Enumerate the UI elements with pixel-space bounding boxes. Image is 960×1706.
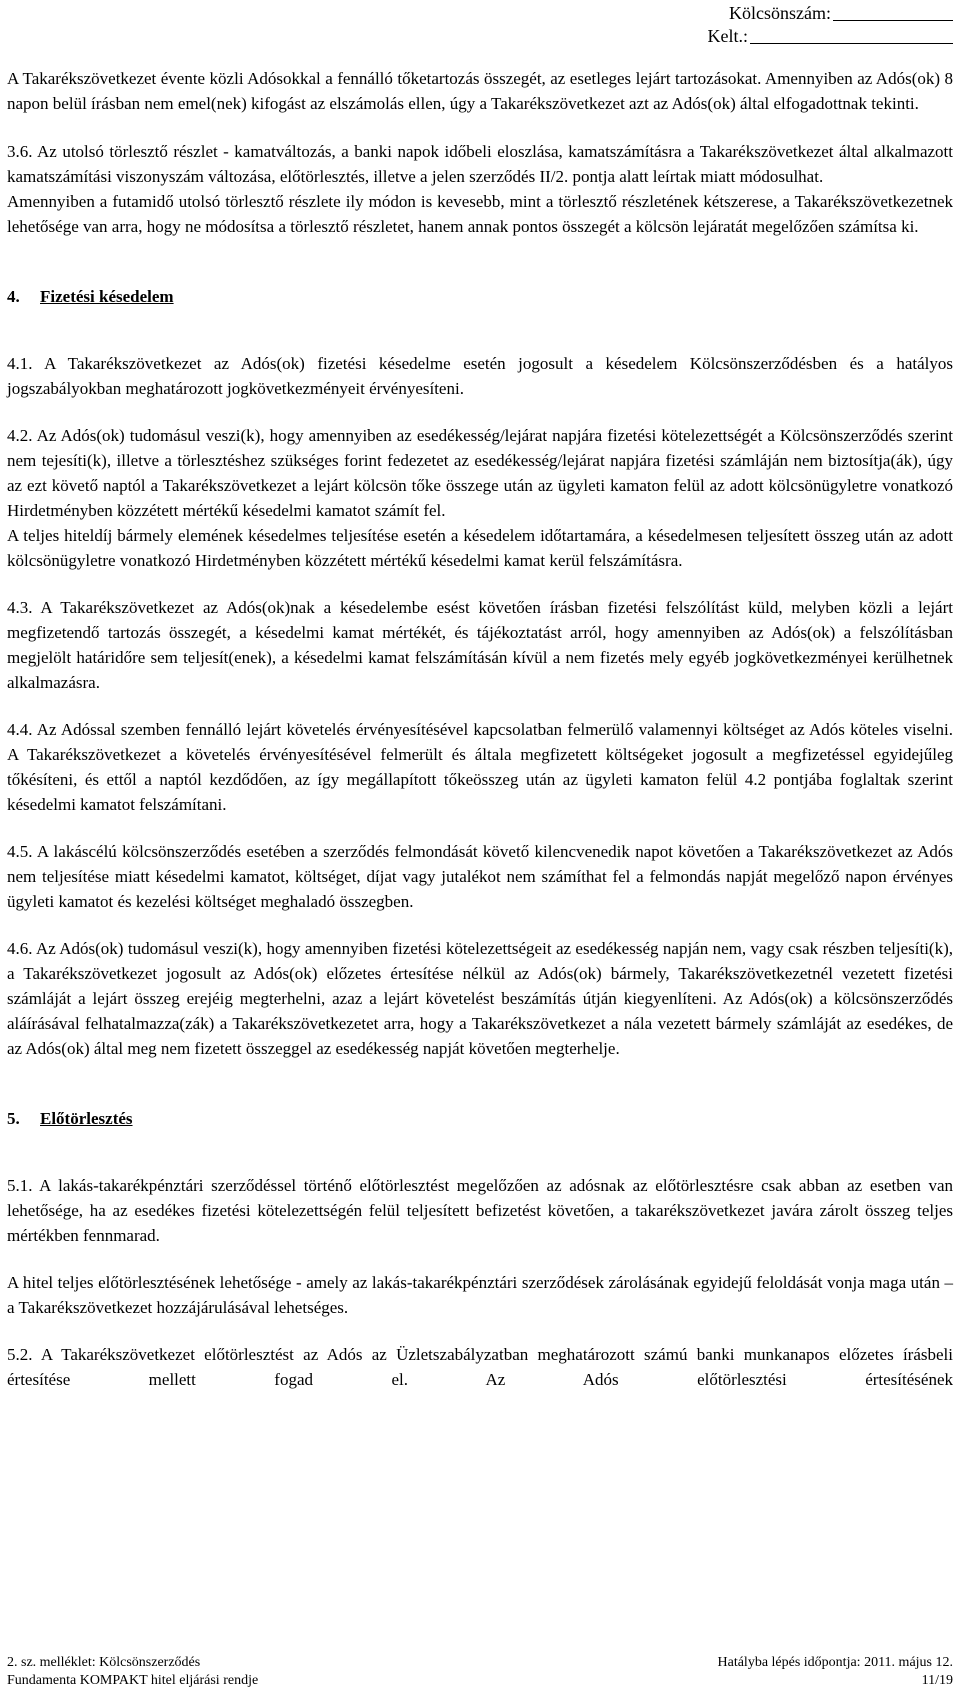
section-heading-5 bbox=[7, 1106, 953, 1131]
paragraph-4-2b: A teljes hiteldíj bármely elemének késedelmes teljesítése esetén a késedelem időtartamára, a késedelmesen teljesített összeg után az adott kölcsönügyletre vonatkozó Hirdetményben közzétett mértékű késedelmi kamat kerül felszámításra. bbox=[7, 526, 953, 570]
paragraph-5-1b: A hitel teljes előtörlesztésének lehetősége - amely az lakás-takarékpénztári szerződések zárolásának egyidejű feloldását vonja maga után – a Takarékszövetkezet hozzájárulásával lehetséges. bbox=[7, 1273, 953, 1317]
footer-effective-date: Hatályba lépés időpontja: 2011. május 12. bbox=[717, 1655, 953, 1670]
paragraph-3-6a: 3.6. Az utolsó törlesztő részlet - kamatváltozás, a banki napok időbeli eloszlása, kamatszámításra a Takarékszövetkezet által alkalmazott kamatszámítási viszonyszám változása, előtörlesztés, illetve a jelen szerződés II/2. pontja alatt leírtak miatt módosulhat. bbox=[7, 142, 953, 186]
document-header bbox=[708, 2, 954, 48]
date-blank bbox=[750, 25, 953, 44]
section-number: 5. bbox=[7, 1109, 20, 1128]
section-heading-4 bbox=[7, 284, 953, 309]
paragraph-5-2: 5.2. A Takarékszövetkezet előtörlesztést az Adós az Üzletszabályzatban meghatározott számú banki munkanapos előzetes írásbeli értesítése mellett fogad el. Az Adós előtörlesztési értesítésének bbox=[7, 1345, 953, 1389]
paragraph-intro: A Takarékszövetkezet évente közli Adósokkal a fennálló tőketartozás összegét, az esetleges lejárt tartozásokat. Amennyiben az Adós(ok) 8 napon belül írásban nem emel(nek) kifogást az elszámolás ellen, úgy a Takarékszövetkezet azt az Adós(ok) által elfogadottnak tekinti. bbox=[7, 69, 953, 113]
footer-page-number: 11/19 bbox=[921, 1673, 953, 1688]
loan-number-blank bbox=[833, 2, 953, 21]
paragraph-4-6: 4.6. Az Adós(ok) tudomásul veszi(k), hogy amennyiben fizetési kötelezettségeit az esedékesség napján nem, vagy csak részben teljesíti(k), a Takarékszövetkezet jogosult az Adós(ok) előzetes értesítése nélkül az Adós(ok) bármely, Takarékszövetkezetnél vezetett fizetési számláját a lejárt összeg erejéig megterhelni, azaz a lejárt követelést beszámítás útján kiegyenlíteni. Az Adós(ok) a kölcsönszerződés aláírásával felhatalmazza(zák) a Takarékszövetkezetet arra, hogy a Takarékszövetkezet a nála vezetett bármely számláját az esedékes, de az Adós(ok) által meg nem fizetett összeggel az esedékesség napját követően megterhelje. bbox=[7, 939, 953, 1058]
section-number: 4. bbox=[7, 287, 20, 306]
paragraph-5-1: 5.1. A lakás-takarékpénztári szerződéssel történő előtörlesztést megelőzően az adósnak az előtörlesztésre csak abban az esetben van lehetősége, ha az esedékes fizetési kötelezettségén felül teljesített befizetést követően, a takarékszövetkezet javára zárolt összeg teljes mértékben fennmarad. bbox=[7, 1176, 953, 1245]
paragraph-3-6b: Amennyiben a futamidő utolsó törlesztő részlete ily módon is kevesebb, mint a törlesztő részletének kétszerese, a Takarékszövetkezetnek lehetősége van arra, hogy ne módosítsa a törlesztő részletet, hanem annak pontos összegét a kölcsön lejáratát megelőzően számítsa ki. bbox=[7, 192, 953, 236]
footer-procedure-title: Fundamenta KOMPAKT hitel eljárási rendje bbox=[7, 1673, 259, 1688]
section-title: Előtörlesztés bbox=[40, 1109, 133, 1128]
paragraph-4-5: 4.5. A lakáscélú kölcsönszerződés esetében a szerződés felmondását követő kilencvenedik napot követően a Takarékszövetkezet az Adós nem teljesítése miatt késedelmi kamatot, költséget, díjat vagy jutalékot nem számíthat fel a felmondás napját megelőző napon érvényes ügyleti kamatot és kezelési költséget meghaladó összegben. bbox=[7, 842, 953, 911]
document-footer bbox=[7, 1654, 953, 1690]
paragraph-4-2a: 4.2. Az Adós(ok) tudomásul veszi(k), hogy amennyiben az esedékesség/lejárat napjára fizetési kötelezettségét a Kölcsönszerződés szerint nem tejesíti(k), illetve a törlesztéshez szükséges forint fedezetet az esedékesség/lejárat napjára fizetési számláján nem biztosítja(ák), úgy az ezt követő naptól a Takarékszövetkezet a lejárt kölcsön tőke összege után az ügyleti kamaton felül az adott kölcsönügyletre vonatkozó Hirdetményben közzétett mértékű késedelmi kamatot számít fel. bbox=[7, 426, 953, 520]
section-title: Fizetési késedelem bbox=[40, 287, 174, 306]
document-body bbox=[7, 66, 953, 1392]
loan-number-label: Kölcsönszám: bbox=[729, 3, 831, 23]
paragraph-4-3: 4.3. A Takarékszövetkezet az Adós(ok)nak a késedelembe esést követően írásban fizetési felszólítást küld, melyben közli a lejárt megfizetendő tartozás összegét, a késedelmi kamat mértékét, és tájékoztatást arról, hogy amennyiben az Adós(ok) a felszólításban megjelölt határidőre sem teljesít(enek), a késedelmi kamat felszámításán kívül a nem fizetés mely egyéb jogkövetkezményei kerülhetnek alkalmazásra. bbox=[7, 598, 953, 692]
paragraph-4-4: 4.4. Az Adóssal szemben fennálló lejárt követelés érvényesítésével kapcsolatban felmerülő valamennyi költséget az Adós köteles viselni. A Takarékszövetkezet a követelés érvényesítésével felmerült és általa megfizetett költségeket jogosult a megfizetéssel egyidejűleg tőkésíteni, és ettől a naptól kezdődően, az így megállapított tőkeösszeg után az ügyleti kamaton felül 4.2 pontjába foglaltak szerint késedelmi kamatot felszámítani. bbox=[7, 720, 953, 814]
date-label: Kelt.: bbox=[707, 26, 748, 46]
paragraph-4-1: 4.1. A Takarékszövetkezet az Adós(ok) fizetési késedelme esetén jogosult a késedelem Kölcsönszerződésben és a hatályos jogszabályokban meghatározott jogkövetkezményeit érvényesíteni. bbox=[7, 354, 953, 398]
footer-annex-label: 2. sz. melléklet: Kölcsönszerződés bbox=[7, 1655, 201, 1670]
